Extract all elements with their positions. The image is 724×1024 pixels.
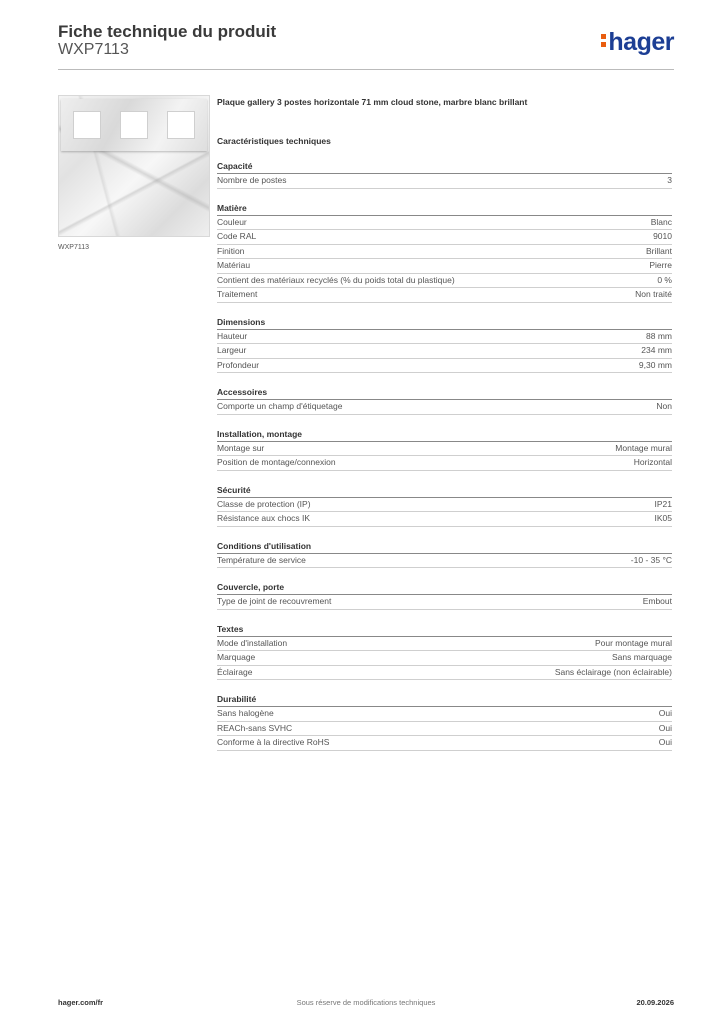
spec-value: Non bbox=[656, 401, 672, 411]
spec-group-title: Accessoires bbox=[217, 386, 672, 400]
spec-row bbox=[217, 245, 672, 260]
plate-slot bbox=[73, 111, 101, 139]
spec-group-title: Conditions d'utilisation bbox=[217, 540, 672, 554]
spec-value: -10 - 35 °C bbox=[630, 554, 672, 565]
plate-slot bbox=[120, 111, 148, 139]
spec-value: Montage mural bbox=[615, 442, 672, 453]
spec-row bbox=[217, 359, 672, 374]
footer-date: 20.09.2026 bbox=[636, 998, 674, 1007]
spec-label: Contient des matériaux recyclés (% du poids total du plastique) bbox=[217, 274, 455, 285]
spec-row bbox=[217, 230, 672, 245]
spec-value: IP21 bbox=[654, 498, 672, 509]
document-header bbox=[58, 20, 674, 70]
spec-label: Comporte un champ d'étiquetage bbox=[217, 401, 343, 411]
spec-row bbox=[217, 736, 672, 751]
spec-label: Code RAL bbox=[217, 231, 257, 241]
spec-value: Pour montage mural bbox=[594, 637, 672, 648]
product-image bbox=[58, 95, 210, 237]
spec-value: Blanc bbox=[650, 216, 672, 227]
spec-label: Mode d'installation bbox=[217, 637, 288, 648]
spec-label: Couleur bbox=[217, 216, 247, 227]
spec-row bbox=[217, 456, 672, 471]
spec-label: Éclairage bbox=[217, 666, 253, 677]
spec-row bbox=[217, 330, 672, 345]
spec-row bbox=[217, 400, 672, 415]
wall-plate-illustration bbox=[61, 99, 207, 151]
spec-label: Nombre de postes bbox=[217, 175, 287, 185]
spec-label: Matériau bbox=[217, 260, 251, 270]
spec-value: 3 bbox=[667, 175, 672, 185]
spec-label: Marquage bbox=[217, 652, 256, 662]
spec-label: Montage sur bbox=[217, 442, 265, 453]
spec-value: Brillant bbox=[646, 245, 672, 256]
spec-row bbox=[217, 595, 672, 610]
spec-group-title: Durabilité bbox=[217, 693, 672, 707]
spec-label: Conforme à la directive RoHS bbox=[217, 737, 330, 747]
spec-groups bbox=[217, 160, 672, 751]
spec-row bbox=[217, 512, 672, 527]
spec-label: Position de montage/connexion bbox=[217, 457, 336, 467]
spec-value: IK05 bbox=[654, 513, 672, 523]
header-divider bbox=[58, 69, 674, 70]
spec-row bbox=[217, 637, 672, 652]
spec-row bbox=[217, 651, 672, 666]
spec-label: Finition bbox=[217, 245, 245, 256]
spec-value: 9010 bbox=[653, 231, 672, 241]
spec-value: Embout bbox=[642, 596, 672, 606]
spec-value: Oui bbox=[658, 722, 672, 733]
spec-row bbox=[217, 288, 672, 303]
spec-value: Pierre bbox=[649, 260, 672, 270]
spec-label: Sans halogène bbox=[217, 708, 274, 718]
spec-group-title: Dimensions bbox=[217, 316, 672, 330]
spec-value: Non traité bbox=[635, 289, 672, 299]
spec-row bbox=[217, 442, 672, 457]
spec-value: 234 mm bbox=[641, 345, 672, 355]
footer-website: hager.com/fr bbox=[58, 998, 104, 1007]
logo-text: hager bbox=[608, 28, 674, 56]
spec-value: 9,30 mm bbox=[638, 359, 672, 370]
spec-group-title: Sécurité bbox=[217, 484, 672, 498]
spec-label: Largeur bbox=[217, 345, 247, 355]
spec-group-title: Matière bbox=[217, 202, 672, 216]
spec-row bbox=[217, 498, 672, 513]
spec-label: Classe de protection (IP) bbox=[217, 498, 311, 509]
spec-label: Température de service bbox=[217, 554, 306, 565]
spec-content bbox=[217, 95, 672, 751]
logo-dots-icon bbox=[601, 32, 606, 49]
spec-label: Hauteur bbox=[217, 330, 248, 341]
spec-label: Type de joint de recouvrement bbox=[217, 596, 332, 606]
spec-row bbox=[217, 259, 672, 274]
spec-value: 88 mm bbox=[646, 330, 672, 341]
spec-row bbox=[217, 216, 672, 231]
spec-group-title: Installation, montage bbox=[217, 428, 672, 442]
spec-label: Traitement bbox=[217, 289, 258, 299]
spec-group-title: Couvercle, porte bbox=[217, 581, 672, 595]
product-reference: WXP7113 bbox=[58, 41, 129, 58]
spec-row bbox=[217, 174, 672, 189]
spec-row bbox=[217, 344, 672, 359]
spec-value: Oui bbox=[658, 708, 672, 718]
spec-label: Profondeur bbox=[217, 359, 260, 370]
spec-row bbox=[217, 274, 672, 289]
spec-label: REACh-sans SVHC bbox=[217, 722, 293, 733]
spec-value: 0 % bbox=[657, 274, 672, 285]
spec-value: Oui bbox=[658, 737, 672, 747]
spec-row bbox=[217, 554, 672, 569]
plate-slot bbox=[167, 111, 195, 139]
spec-row bbox=[217, 666, 672, 681]
document-title: Fiche technique du produit bbox=[58, 22, 277, 41]
spec-label: Résistance aux chocs IK bbox=[217, 513, 311, 523]
footer-notice: Sous réserve de modifications techniques bbox=[296, 998, 436, 1007]
spec-value: Sans marquage bbox=[611, 652, 672, 662]
hager-logo bbox=[601, 28, 674, 57]
section-heading: Caractéristiques techniques bbox=[217, 136, 331, 146]
spec-row bbox=[217, 722, 672, 737]
spec-group-title: Capacité bbox=[217, 160, 672, 174]
product-description: Plaque gallery 3 postes horizontale 71 mm cloud stone, marbre blanc brillant bbox=[217, 97, 528, 107]
spec-value: Horizontal bbox=[633, 457, 672, 467]
spec-row bbox=[217, 707, 672, 722]
image-caption: WXP7113 bbox=[58, 244, 89, 251]
spec-group-title: Textes bbox=[217, 623, 672, 637]
spec-value: Sans éclairage (non éclairable) bbox=[554, 666, 672, 677]
